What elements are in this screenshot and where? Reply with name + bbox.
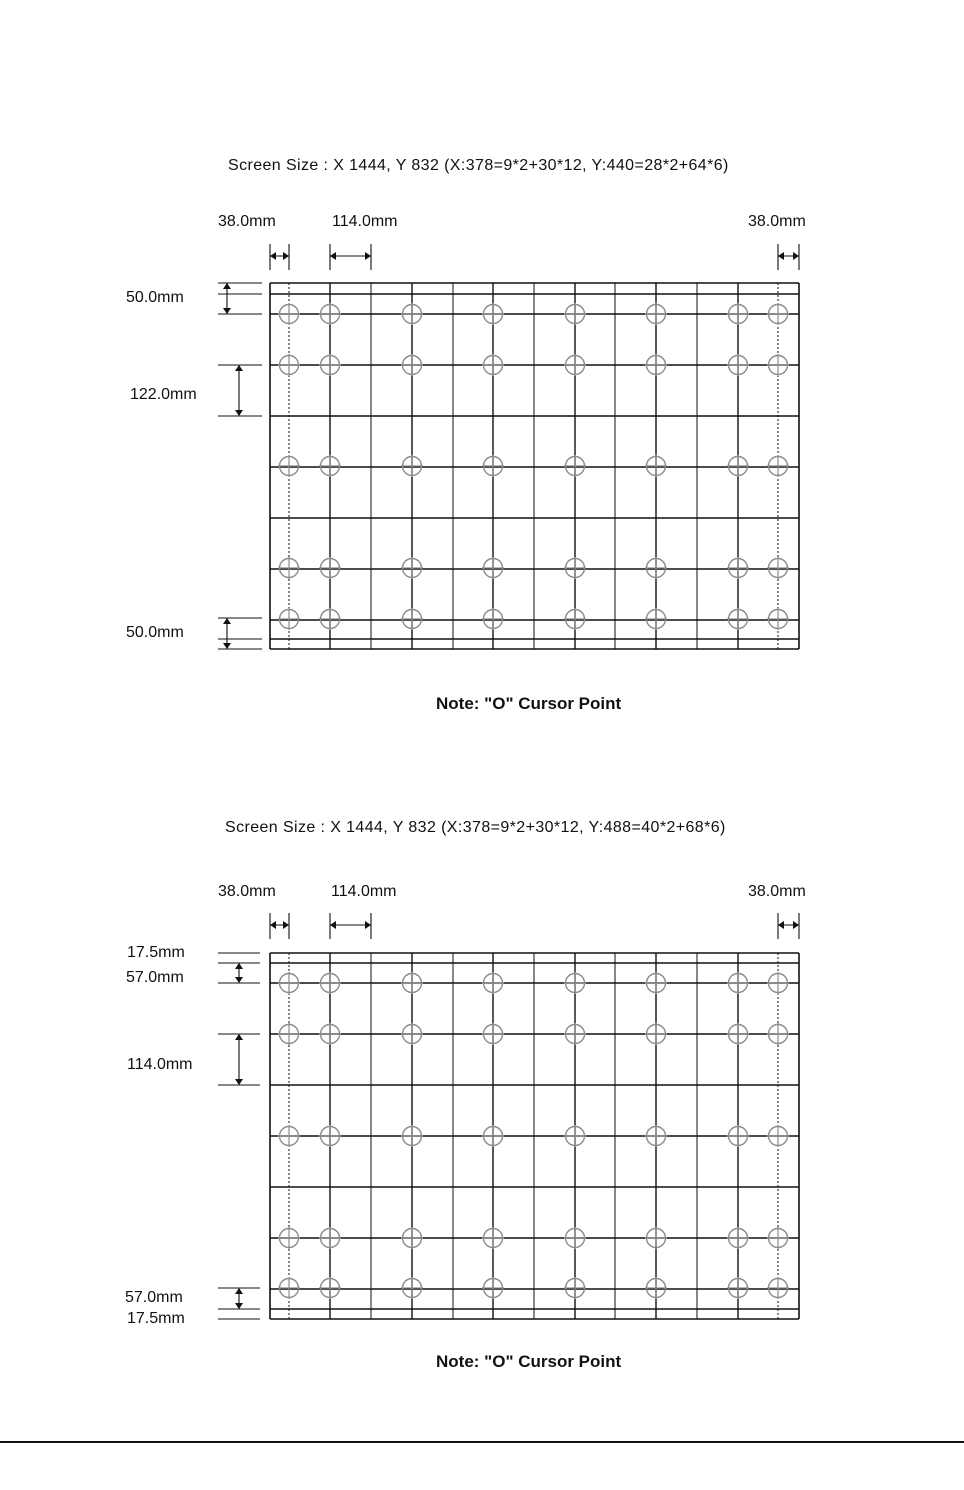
dim-label-left-margin: 38.0mm (218, 213, 276, 230)
dim-label-bottom-margin: 50.0mm (126, 624, 184, 641)
grid-drawing-2 (0, 790, 964, 1490)
dimension-arrow (235, 410, 243, 416)
dim-label-right-margin: 38.0mm (748, 213, 806, 230)
dim-label-column-pitch: 114.0mm (332, 213, 398, 230)
dimension-arrow (793, 921, 799, 929)
dim-label-column-pitch: 114.0mm (331, 883, 397, 900)
dim-label-outer-top-margin: 17.5mm (127, 944, 185, 961)
cursor-point-note: Note: "O" Cursor Point (436, 694, 622, 713)
dimension-arrow (235, 1079, 243, 1085)
dimension-arrow (778, 921, 784, 929)
dimension-arrow (330, 252, 336, 260)
dimension-arrow (270, 921, 276, 929)
dim-label-row-pitch: 122.0mm (130, 386, 197, 403)
dimension-arrow (235, 1288, 243, 1294)
dim-label-left-margin: 38.0mm (218, 883, 276, 900)
dimension-arrow (330, 921, 336, 929)
dimension-arrow (223, 283, 231, 289)
dimension-arrow (270, 252, 276, 260)
dimension-arrow (235, 977, 243, 983)
diagram-title: Screen Size : X 1444, Y 832 (X:378=9*2+30*12, Y:440=28*2+64*6) (228, 157, 729, 174)
dimension-arrow (793, 252, 799, 260)
dim-label-row-pitch: 114.0mm (127, 1056, 193, 1073)
dim-label-outer-bottom-margin: 17.5mm (127, 1310, 185, 1327)
footer-rule (0, 1441, 964, 1443)
dim-label-top-offset: 57.0mm (126, 969, 184, 986)
dimension-arrow (365, 921, 371, 929)
dimension-arrow (235, 1034, 243, 1040)
dimension-arrow (778, 252, 784, 260)
dimension-arrow (223, 618, 231, 624)
dim-label-bottom-offset: 57.0mm (125, 1289, 183, 1306)
dim-label-right-margin: 38.0mm (748, 883, 806, 900)
cursor-diagram-1 (0, 120, 964, 820)
dimension-arrow (283, 252, 289, 260)
dim-label-top-margin: 50.0mm (126, 289, 184, 306)
dimension-arrow (235, 963, 243, 969)
dimension-arrow (365, 252, 371, 260)
diagram-title: Screen Size : X 1444, Y 832 (X:378=9*2+30*12, Y:488=40*2+68*6) (225, 819, 726, 836)
cursor-point-note: Note: "O" Cursor Point (436, 1352, 622, 1371)
dimension-arrow (235, 1303, 243, 1309)
grid-drawing-1 (0, 120, 964, 820)
dimension-arrow (223, 643, 231, 649)
dimension-arrow (283, 921, 289, 929)
cursor-diagram-2 (0, 790, 964, 1490)
dimension-arrow (235, 365, 243, 371)
dimension-arrow (223, 308, 231, 314)
